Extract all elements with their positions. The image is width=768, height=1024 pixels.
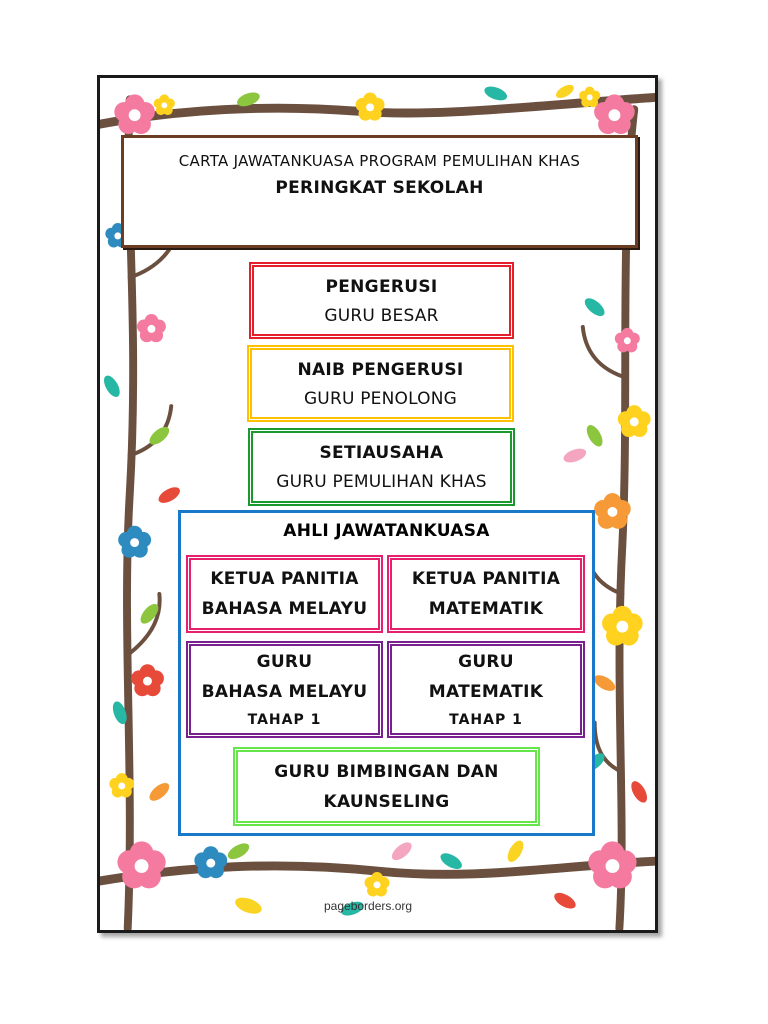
member-box-guru-mt xyxy=(387,641,585,738)
role-person: GURU BESAR xyxy=(324,305,439,326)
role-box-naib-pengerusi xyxy=(247,345,514,422)
member-line1: KETUA PANITIA xyxy=(411,569,561,589)
member-line1: KETUA PANITIA xyxy=(210,569,359,589)
member-line1: GURU BIMBINGAN DAN xyxy=(274,761,499,782)
member-line2: MATEMATIK xyxy=(428,681,544,702)
role-title: SETIAUSAHA xyxy=(319,443,444,463)
committee-title: AHLI JAWATANKUASA xyxy=(283,521,490,541)
member-line3: TAHAP 1 xyxy=(247,711,322,728)
role-box-setiausaha xyxy=(248,428,515,506)
member-line3: TAHAP 1 xyxy=(449,711,523,728)
member-line1: GURU xyxy=(256,651,313,672)
chart-title: CARTA JAWATANKUASA PROGRAM PEMULIHAN KHAS xyxy=(178,152,581,170)
role-person: GURU PENOLONG xyxy=(303,388,458,409)
member-line1: GURU xyxy=(458,651,514,672)
chart-subtitle: PERINGKAT SEKOLAH xyxy=(275,178,484,198)
member-box-ketua-panitia-mt xyxy=(387,555,585,633)
member-box-guru-bimbingan xyxy=(233,747,540,826)
member-line2: BAHASA MELAYU xyxy=(201,681,368,702)
member-line2: BAHASA MELAYU xyxy=(201,599,368,619)
role-title: NAIB PENGERUSI xyxy=(297,359,464,380)
page-frame xyxy=(97,75,658,933)
watermark-text: pageborders.org xyxy=(324,899,413,913)
role-person: GURU PEMULIHAN KHAS xyxy=(276,472,487,492)
member-box-ketua-panitia-bm xyxy=(186,555,383,633)
chart-title-box xyxy=(121,135,638,248)
committee-members-box xyxy=(178,510,595,836)
role-title: PENGERUSI xyxy=(325,276,438,297)
member-box-guru-bm xyxy=(186,641,383,738)
member-line2: MATEMATIK xyxy=(428,599,544,619)
role-box-pengerusi xyxy=(249,262,514,339)
member-line2: KAUNSELING xyxy=(323,791,450,812)
